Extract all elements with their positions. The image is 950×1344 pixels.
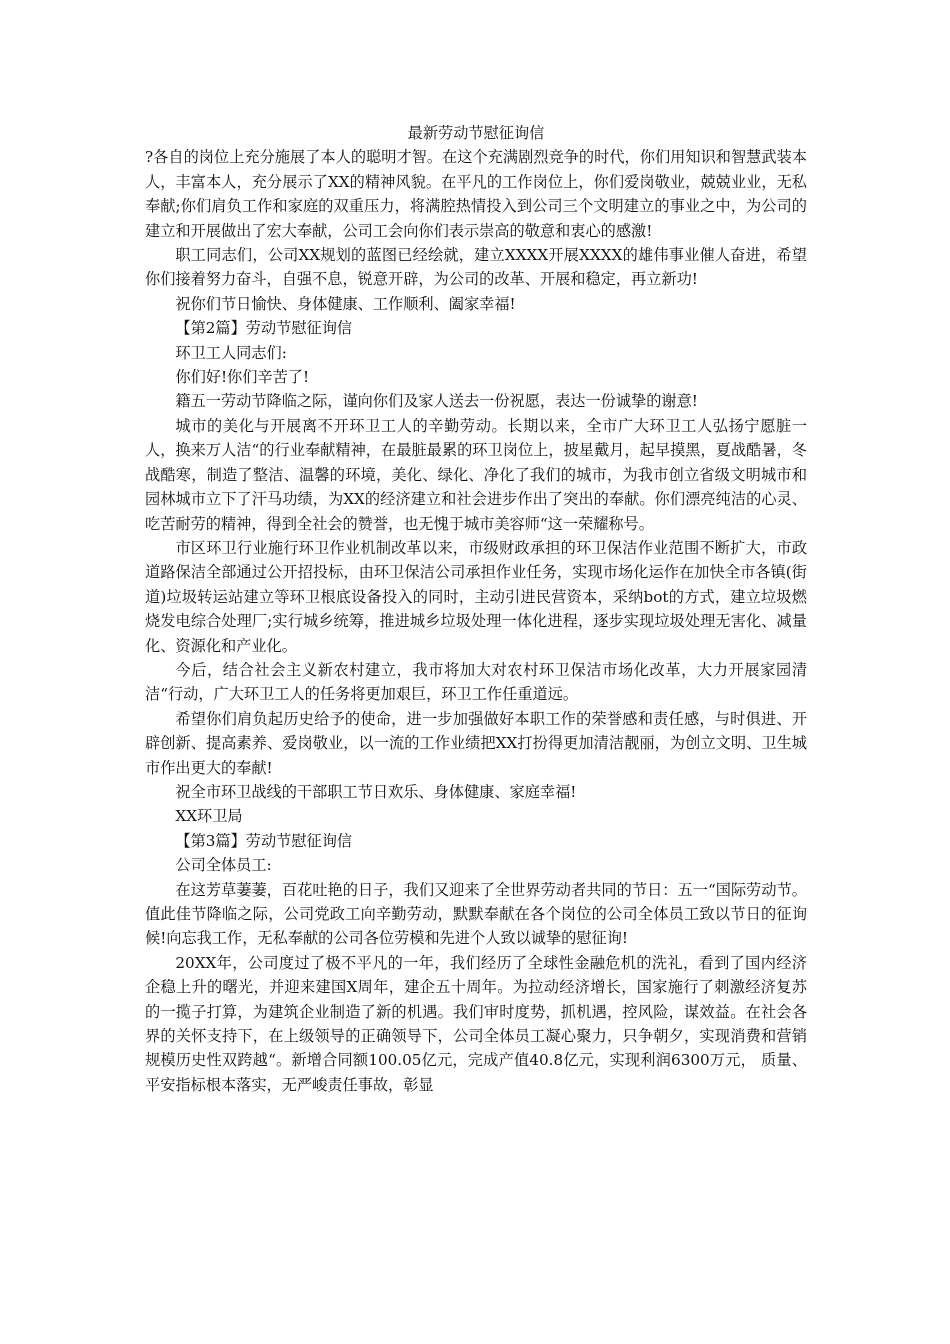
paragraph: 职工同志们，公司XX规划的蓝图已经绘就，建立XXXX开展XXXX的雄伟事业催人奋进，希望你们接着努力奋斗，自强不息，锐意开辟，为公司的改革、开展和稳定，再立新功! — [145, 246, 807, 289]
paragraph: 环卫工人同志们: — [175, 343, 287, 362]
document-body — [145, 121, 807, 1097]
paragraph: 市区环卫行业施行环卫作业机制改革以来，市级财政承担的环卫保洁作业范围不断扩大，市政道路保洁全部通过公开招投标，由环卫保洁公司承担作业任务，实现市场化运作在加快全市各镇(街道)垃圾转运站建立等环卫根底设备投入的同时，主动引进民营资本，采纳bot的方式，建立垃圾燃烧发电综合处理厂;实行城乡统筹，推进城乡垃圾处理一体化进程，逐步实现垃圾处理无害化、减量化、资源化和产业化。 — [145, 538, 807, 655]
paragraph: 希望你们肩负起历史给予的使命，进一步加强做好本职工作的荣誉感和责任感，与时俱进、开辟创新、提高素养、爱岗敬业，以一流的工作业绩把XX打扮得更加清洁靓丽，为创立文明、卫生城市作出更大的奉献! — [145, 709, 807, 777]
paragraph: 城市的美化与开展离不开环卫工人的辛勤劳动。长期以来，全市广大环卫工人弘扬宁愿脏一人，换来万人洁“的行业奉献精神，在最脏最累的环卫岗位上，披星戴月，起早摸黑，夏战酷暑，冬战酷寒，制造了整洁、温馨的环境，美化、绿化、净化了我们的城市，为我市创立省级文明城市和园林城市立下了汗马功绩，为XX的经济建立和社会进步作出了突出的奉献。你们漂亮纯洁的心灵、吃苦耐劳的精神，得到全社会的赞誉，也无愧于城市美容师“这一荣耀称号。 — [145, 416, 807, 533]
paragraph: XX环卫局 — [175, 807, 243, 826]
paragraph: 你们好!你们辛苦了! — [175, 368, 310, 387]
paragraph: 【第2篇】劳动节慰征询信 — [175, 319, 353, 338]
paragraph: 籍五一劳动节降临之际，谨向你们及家人送去一份祝愿，表达一份诚挚的谢意! — [175, 392, 698, 411]
paragraph: 今后，结合社会主义新农村建立，我市将加大对农村环卫保洁市场化改革，大力开展家园清洁“行动，广大环卫工人的任务将更加艰巨，环卫工作任重道远。 — [145, 660, 807, 704]
paragraph: 【第3篇】劳动节慰征询信 — [175, 831, 353, 850]
paragraph: 祝你们节日愉快、身体健康、工作顺利、阖家幸福! — [175, 294, 516, 313]
paragraph: 20XX年，公司度过了极不平凡的一年，我们经历了全球性金融危机的洗礼，看到了国内经济企稳上升的曙光，并迎来建国X周年，建企五十周年。为拉动经济增长，国家施行了刺激经济复苏的一揽子打算，为建筑企业制造了新的机遇。我们审时度势，抓机遇，控风险，谋效益。在社会各界的关怀支持下，在上级领导的正确领导下，公司全体员工凝心聚力，只争朝夕，实现消费和营销规模历史性双跨越“。新增合同额100.05亿元，完成产值40.8亿元，实现利润6300万元， 质量、平安指标根本落实，无严峻责任事故，彰显 — [145, 953, 807, 1094]
paragraph: 在这芳草萋萋，百花吐艳的日子，我们又迎来了全世界劳动者共同的节日：五一“国际劳动节。值此佳节降临之际，公司党政工向辛勤劳动，默默奉献在各个岗位的公司全体员工致以节日的征询候!向忘我工作，无私奉献的公司各位劳模和先进个人致以诚挚的慰征询! — [145, 880, 807, 948]
paragraph: 公司全体员工: — [175, 856, 272, 875]
paragraph-list — [145, 145, 807, 1097]
document-title: 最新劳动节慰征询信 — [407, 124, 545, 142]
paragraph: 祝全市环卫战线的干部职工节日欢乐、身体健康、家庭幸福! — [175, 782, 577, 801]
paragraph: ?各自的岗位上充分施展了本人的聪明才智。在这个充满剧烈竞争的时代，你们用知识和智慧武装本人，丰富本人，充分展示了XX的精神风貌。在平凡的工作岗位上，你们爱岗敬业，兢兢业业，无私奉献;你们肩负工作和家庭的双重压力，将满腔热情投入到公司三个文明建立的事业之中，为公司的建立和开展做出了宏大奉献，公司工会向你们表示崇高的敬意和衷心的感激! — [145, 148, 807, 240]
